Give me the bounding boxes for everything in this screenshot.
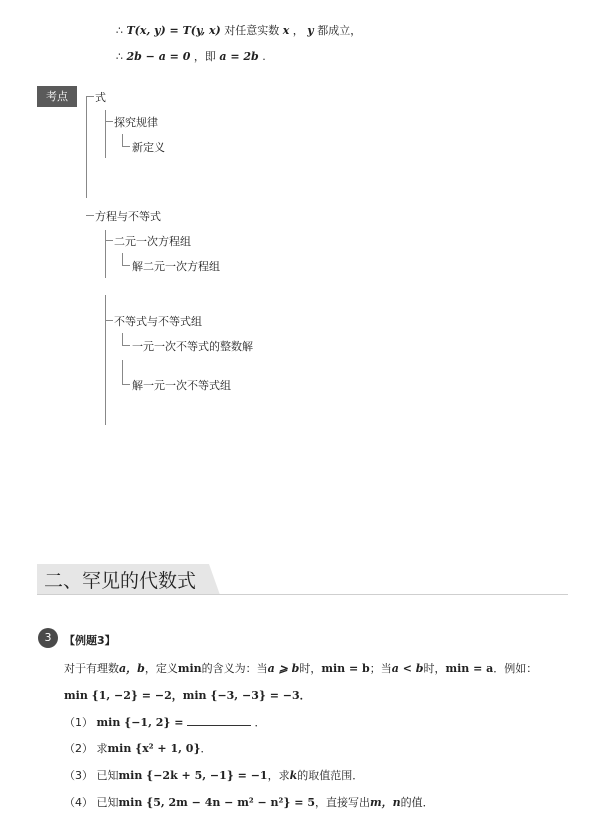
proof-text: 对任意实数 [224,24,280,37]
var-m-n: m，n [369,796,401,809]
section-divider [37,594,568,595]
question-number: （2） [64,742,93,755]
example-label: 【例题3】 [64,634,116,647]
result-2: min = a [445,662,494,675]
tree-line [86,96,87,198]
question-text: 求 [96,742,108,755]
tree-line [122,253,123,265]
intro-text: 时， [299,662,322,675]
tree-node-eryuan: 二元一次方程组 [114,235,191,248]
tree-line [122,333,123,345]
tree-node-shi: 式 [95,91,106,104]
question-number: （4） [64,796,93,809]
tree-node-fangcheng: 方程与不等式 [95,210,161,223]
tree-line [105,230,106,278]
symmetry-equation: T(x, y) = T(y, x) [126,24,221,37]
question-number: （1） [64,716,93,729]
intro-text: ，定义 [144,662,178,675]
tree-node-tanjiu: 探究规律 [114,116,158,129]
question-number: （3） [64,769,93,782]
intro-vars: a，b [119,662,145,675]
tree-line [122,360,123,384]
proof-line-1 [116,22,361,38]
min-keyword: min [177,662,202,675]
intro-text: 对于有理数 [64,662,119,675]
therefore-symbol: ∴ [116,24,123,37]
question-text: ，直接写出 [314,796,370,809]
example-number-badge: 3 [38,628,58,648]
question-1 [64,714,266,730]
question-math: min {5, 2m − 4n − m² − n²} = 5 [118,796,315,809]
tree-line [105,110,106,158]
result-1: min = b [321,662,370,675]
tree-node-jieyiyuan: 解一元一次不等式组 [132,379,231,392]
question-math: min {x² + 1, 0} [107,742,201,755]
equation-a-2b: a = 2b [219,50,259,63]
question-text: ，求 [267,769,290,782]
separator: ， [292,24,304,37]
proof-tail: . [262,50,266,63]
tree-node-zhengshujie: 一元一次不等式的整数解 [132,340,253,353]
intro-text: 时， [423,662,446,675]
var-x: x [282,24,290,37]
proof-text: ，即 [193,50,216,63]
question-4 [64,794,434,810]
intro-text: ；当 [369,662,392,675]
intro-text: ．例如： [493,662,538,675]
tree-node-budengshi: 不等式与不等式组 [114,315,202,328]
tree-line [122,146,130,147]
question-text: 已知 [96,796,119,809]
tree-line [122,265,130,266]
question-tail: 的值． [400,796,434,809]
tree-node-xindingyi: 新定义 [132,141,165,154]
example-intro [64,660,537,676]
kaodian-badge: 考点 [37,86,77,107]
question-3 [64,767,363,783]
tree-line [122,384,130,385]
tree-line [122,134,123,146]
tree-node-jieeryuan: 解二元一次方程组 [132,260,220,273]
tree-line [105,320,113,321]
tree-line [105,121,113,122]
condition-1: a ⩾ b [267,662,300,675]
tree-line [122,345,130,346]
example-demo-line: min {1, −2} = −2，min {−3, −3} = −3． [64,689,311,702]
var-y: y [307,24,314,37]
question-2 [64,740,212,756]
tree-line [86,96,94,97]
question-math: min {−1, 2} = [96,716,184,729]
var-k: k [289,769,298,782]
intro-text: 的含义为：当 [201,662,268,675]
question-tail: ． [200,742,212,755]
tree-line [86,215,94,216]
question-math: min {−2k + 5, −1} = −1 [118,769,268,782]
therefore-symbol: ∴ [116,50,123,63]
question-tail: ． [254,716,266,729]
section-title: 二、罕见的代数式 [44,570,197,592]
question-text: 已知 [96,769,119,782]
condition-2: a < b [391,662,424,675]
proof-line-2 [116,48,266,64]
question-tail: 的取值范围． [297,769,364,782]
equation-2b-a: 2b − a = 0 [126,50,191,63]
answer-blank[interactable] [187,714,251,726]
tree-line [105,240,113,241]
proof-tail: 都成立， [317,24,362,37]
tree-line [105,295,106,425]
